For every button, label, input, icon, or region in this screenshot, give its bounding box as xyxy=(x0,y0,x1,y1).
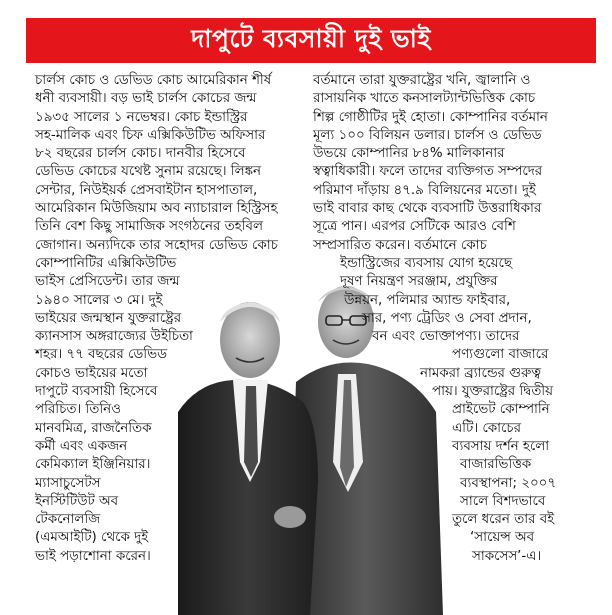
text-line: সূত্রে পান। এরপর সেটিকে আরও বেশি xyxy=(313,219,516,235)
text-line: পরিচিত। তিনিও xyxy=(35,402,121,418)
text-line: উন্নয়ন, পলিমার অ্যান্ড ফাইবার, xyxy=(344,292,511,308)
headline-banner xyxy=(26,18,596,63)
text-line: সহ-মালিক এবং চিফ এক্সিকিউটিভ অফিসার xyxy=(35,127,266,143)
text-line: মূল্য ১০০ বিলিয়ন ডলার। চার্লস ও ডেভিড xyxy=(313,127,542,143)
text-line: স্বত্বাধিকারী। ফলে তাদের ব্যক্তিগত সম্পদের xyxy=(313,164,543,180)
text-line: মানবমিত্র, রাজনৈতিক xyxy=(35,420,152,436)
text-line: পরিমাণ দাঁড়ায় ৪৭.৯ বিলিয়নের মতো। দুই xyxy=(313,182,536,198)
text-line: সম্প্রসারিত করেন। বর্তমানে কোচ xyxy=(313,237,487,253)
text-line: জোগান। অন্যদিকে তার সহোদর ডেভিড কোচ xyxy=(35,237,278,253)
text-line: ভাই বাবার কাছ থেকে ব্যবসাটি উত্তরাধিকার xyxy=(313,201,542,217)
text-line: ভাইয়ের জন্মস্থান যুক্তরাষ্ট্রের xyxy=(35,310,182,326)
text-line: ‘সায়েন্স অব xyxy=(470,530,535,546)
text-line: ইন্ডাস্ট্রিজের ব্যবসায় যোগ হয়েছে xyxy=(340,255,513,271)
text-line: উভয়ে কোম্পানির ৮৪% মালিকানার xyxy=(313,146,505,162)
text-line: ডেভিড কোচের যথেষ্ট সুনাম রয়েছে। লিঙ্কন xyxy=(35,164,261,180)
text-line: সালে বিশদভাবে xyxy=(460,493,546,509)
text-line: বন এবং ভোক্তাপণ্য। তাদের xyxy=(372,329,520,345)
headline: দাপুটে ব্যবসায়ী দুই ভাই xyxy=(191,24,431,53)
text-line: ইনস্টিটিউট অব xyxy=(35,493,119,509)
text-line: বাজারভিত্তিক xyxy=(460,457,532,473)
text-line: (এমআইটি) থেকে দুই xyxy=(35,530,149,546)
text-line: পণ্যগুলো বাজারে xyxy=(452,347,549,363)
text-line: ক্যানসাস অঙ্গরাজ্যের উইচিতা xyxy=(35,329,193,345)
text-line: কোচও ভাইয়ের মতো xyxy=(35,365,148,381)
text-line: এটি। কোচের xyxy=(452,420,522,436)
text-line: সাকসেস’-এ। xyxy=(472,548,542,564)
text-line: ম্যাসাচুসেটস xyxy=(35,475,101,491)
text-line: শহর। ৭৭ বছরের ডেভিড xyxy=(35,347,167,363)
text-line: দাপুটে ব্যবসায়ী হিসেবে xyxy=(35,384,158,400)
text-line: পায়। যুক্তরাষ্ট্রের দ্বিতীয় xyxy=(432,384,553,400)
text-line: তুলে ধরেন তার বই xyxy=(452,512,555,528)
text-line: কোম্পানিটির এক্সিকিউটিভ xyxy=(35,255,177,271)
text-line: ১৯৩৫ সালের ১ নভেম্বর। কোচ ইন্ডাস্ট্রির xyxy=(35,109,248,125)
text-line: কেমিক্যাল ইঞ্জিনিয়ার। xyxy=(35,457,151,473)
text-line: ভাইস প্রেসিডেন্ট। তার জন্ম xyxy=(35,274,180,290)
right-column xyxy=(0,72,556,566)
text-line: ধনী ব্যবসায়ী। বড় ভাই চার্লস কোচের জন্ম xyxy=(35,91,257,107)
text-line: প্রাইভেট কোম্পানি xyxy=(452,402,550,418)
text-line: রাসায়নিক খাতে কনসালট্যান্টভিত্তিক কোচ xyxy=(313,91,536,107)
text-line: বর্তমানে তারা যুক্তরাষ্ট্রের খনি, জ্বালানি ও xyxy=(313,73,531,88)
text-line: সার, পণ্য ট্রেডিং ও সেবা প্রদান, xyxy=(362,310,532,326)
text-line: কর্মী এবং একজন xyxy=(35,438,128,454)
text-line: দূষণ নিয়ন্ত্রণ সরঞ্জাম, প্রযুক্তির xyxy=(340,274,498,290)
text-line: ব্যবসায় দর্শন হলো xyxy=(452,438,550,454)
text-line: তিনি বেশ কিছু সামাজিক সংগঠনের তহবিল xyxy=(35,219,263,235)
text-line: ব্যবস্থাপনা; ২০০৭ xyxy=(460,475,557,491)
text-line: টেকনোলজি xyxy=(35,512,101,528)
text-line: ১৯৪০ সালের ৩ মে। দুই xyxy=(35,292,163,308)
text-line: নামকরা ব্র্যান্ডের গুরুত্ব xyxy=(420,365,541,381)
text-line: শিল্প গোষ্ঠীটির দুই হোতা। কোম্পানির বর্তমান xyxy=(313,109,548,125)
text-line: চার্লস কোচ ও ডেভিড কোচ আমেরিকান শীর্ষ xyxy=(35,73,272,88)
text-line: ৮২ বছরের চার্লস কোচ। দানবীর হিসেবে xyxy=(35,146,246,162)
text-line: আমেরিকান মিউজিয়াম অব ন্যাচারাল হিস্ট্রিসহ xyxy=(35,201,278,217)
text-line: ভাই পড়াশোনা করেন। xyxy=(35,548,151,564)
text-line: সেন্টার, নিউইয়র্ক প্রেসবাইটান হাসপাতাল, xyxy=(35,182,258,198)
